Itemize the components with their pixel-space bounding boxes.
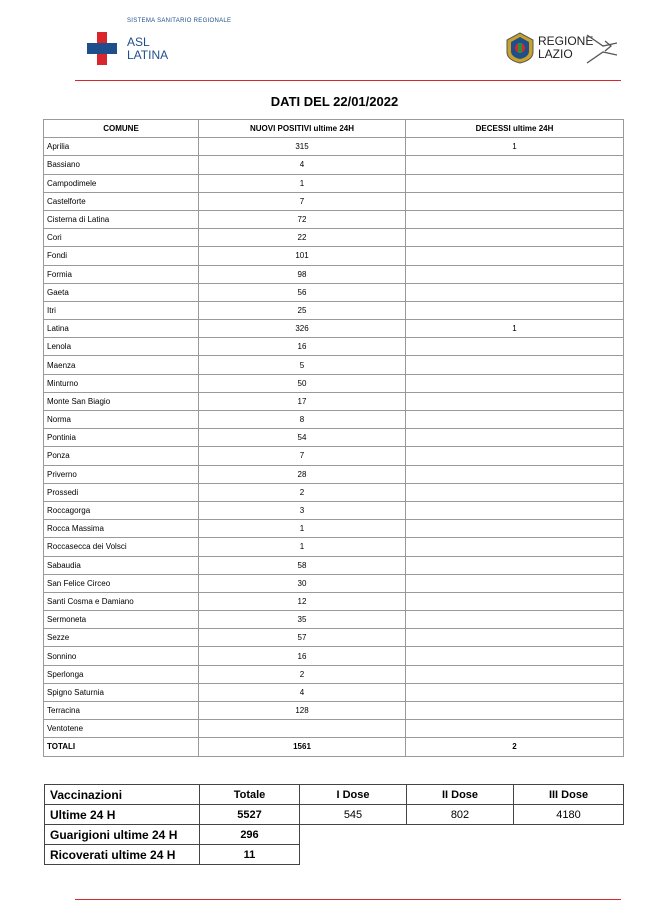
positivi-cell: 2 [199, 665, 406, 683]
table-header-row [44, 120, 624, 138]
positivi-cell: 16 [199, 647, 406, 665]
positivi-cell: 3 [199, 501, 406, 519]
decessi-cell: 1 [406, 320, 624, 338]
table-row [44, 483, 624, 501]
positivi-cell: 5 [199, 356, 406, 374]
table-row [44, 447, 624, 465]
decessi-cell [406, 520, 624, 538]
positivi-cell: 56 [199, 283, 406, 301]
totals-positivi: 1561 [199, 738, 406, 756]
table-row [44, 520, 624, 538]
comune-cell: Maenza [44, 356, 199, 374]
positivi-cell: 1 [199, 174, 406, 192]
table-row [44, 174, 624, 192]
table-row [44, 338, 624, 356]
totals-label: TOTALI [44, 738, 199, 756]
decessi-cell [406, 683, 624, 701]
comune-cell: Sezze [44, 629, 199, 647]
decessi-cell [406, 720, 624, 738]
page-title: DATI DEL 22/01/2022 [270, 94, 399, 109]
vax-header-dose3: III Dose [514, 785, 624, 805]
table-row [44, 429, 624, 447]
comune-cell: Sperlonga [44, 665, 199, 683]
decessi-cell [406, 301, 624, 319]
positives-table [43, 119, 624, 757]
vax-values-row [45, 805, 624, 825]
decessi-cell [406, 247, 624, 265]
totals-decessi: 2 [406, 738, 624, 756]
decessi-cell [406, 210, 624, 228]
comune-cell: Spigno Saturnia [44, 683, 199, 701]
comune-cell: Pontinia [44, 429, 199, 447]
decessi-cell [406, 483, 624, 501]
decessi-cell [406, 429, 624, 447]
comune-cell: Formia [44, 265, 199, 283]
table-row [44, 283, 624, 301]
positivi-cell: 22 [199, 229, 406, 247]
comune-cell: Sabaudia [44, 556, 199, 574]
comune-cell: Roccagorga [44, 501, 199, 519]
table-row [44, 301, 624, 319]
comune-cell: Latina [44, 320, 199, 338]
table-row [44, 411, 624, 429]
asl-line2: LATINA [127, 48, 169, 62]
positivi-cell: 54 [199, 429, 406, 447]
comune-cell: Sonnino [44, 647, 199, 665]
decessi-cell [406, 538, 624, 556]
comune-cell: Prossedi [44, 483, 199, 501]
comune-cell: Roccasecca dei Volsci [44, 538, 199, 556]
decessi-cell [406, 229, 624, 247]
table-row [44, 192, 624, 210]
col-header-decessi: DECESSI ultime 24H [406, 120, 624, 138]
table-body [44, 138, 624, 738]
decessi-cell [406, 501, 624, 519]
table-row [44, 265, 624, 283]
comune-cell: Ventotene [44, 720, 199, 738]
col-header-comune: COMUNE [44, 120, 199, 138]
decessi-cell [406, 574, 624, 592]
table-row [44, 374, 624, 392]
positivi-cell [199, 720, 406, 738]
positivi-cell: 25 [199, 301, 406, 319]
comune-cell: Bassiano [44, 156, 199, 174]
lazio-emblem-icon [505, 32, 535, 64]
vaccination-table [44, 784, 624, 865]
footer-divider [75, 899, 621, 900]
positivi-cell: 57 [199, 629, 406, 647]
comune-cell: Lenola [44, 338, 199, 356]
vax-header-row [45, 785, 624, 805]
blank-cell [300, 825, 624, 845]
table-row [44, 538, 624, 556]
page-header [0, 0, 669, 82]
comune-cell: San Felice Circeo [44, 574, 199, 592]
table-row [44, 720, 624, 738]
table-row [44, 247, 624, 265]
decessi-cell [406, 647, 624, 665]
decessi-cell [406, 556, 624, 574]
decessi-cell [406, 192, 624, 210]
table-row [44, 702, 624, 720]
positivi-cell: 8 [199, 411, 406, 429]
table-row [44, 356, 624, 374]
positivi-cell: 7 [199, 447, 406, 465]
vax-header-totale: Totale [200, 785, 300, 805]
region-line2: LAZIO [538, 47, 573, 61]
vax-header-dose2: II Dose [407, 785, 514, 805]
vax-label: Vaccinazioni [45, 785, 200, 805]
table-row [44, 210, 624, 228]
decessi-cell [406, 374, 624, 392]
positivi-cell: 1 [199, 538, 406, 556]
region-line1: REGIONE [538, 34, 594, 48]
table-row [44, 138, 624, 156]
totals-row [44, 738, 624, 756]
comune-cell: Ponza [44, 447, 199, 465]
table-row [44, 156, 624, 174]
decessi-cell [406, 338, 624, 356]
positivi-cell: 128 [199, 702, 406, 720]
table-row [44, 556, 624, 574]
table-row [44, 665, 624, 683]
comune-cell: Castelforte [44, 192, 199, 210]
table-row [44, 501, 624, 519]
comune-cell: Aprilia [44, 138, 199, 156]
positivi-cell: 12 [199, 592, 406, 610]
asl-cross-icon [87, 32, 117, 65]
positivi-cell: 72 [199, 210, 406, 228]
vax-header-dose1: I Dose [300, 785, 407, 805]
comune-cell: Rocca Massima [44, 520, 199, 538]
decessi-cell [406, 465, 624, 483]
decessi-cell [406, 174, 624, 192]
hospitalized-label: Ricoverati ultime 24 H [45, 845, 200, 865]
positivi-cell: 326 [199, 320, 406, 338]
table-row [44, 683, 624, 701]
positivi-cell: 16 [199, 338, 406, 356]
asl-line1: ASL [127, 35, 150, 49]
comune-cell: Norma [44, 411, 199, 429]
positivi-cell: 2 [199, 483, 406, 501]
hospitalized-row [45, 845, 624, 865]
decessi-cell [406, 392, 624, 410]
blank-cell [300, 845, 624, 865]
region-arrows-icon [585, 33, 617, 65]
positivi-cell: 315 [199, 138, 406, 156]
vax-value-totale: 5527 [200, 805, 300, 825]
decessi-cell [406, 283, 624, 301]
decessi-cell [406, 611, 624, 629]
table-row [44, 574, 624, 592]
comune-cell: Itri [44, 301, 199, 319]
comune-cell: Cisterna di Latina [44, 210, 199, 228]
comune-cell: Sermoneta [44, 611, 199, 629]
positivi-cell: 4 [199, 156, 406, 174]
positivi-cell: 30 [199, 574, 406, 592]
decessi-cell: 1 [406, 138, 624, 156]
header-divider [75, 80, 621, 81]
decessi-cell [406, 356, 624, 374]
vax-value-dose3: 4180 [514, 805, 624, 825]
col-header-positivi: NUOVI POSITIVI ultime 24H [199, 120, 406, 138]
positivi-cell: 17 [199, 392, 406, 410]
recoveries-value: 296 [200, 825, 300, 845]
positivi-cell: 50 [199, 374, 406, 392]
recoveries-row [45, 825, 624, 845]
comune-cell: Terracina [44, 702, 199, 720]
hospitalized-value: 11 [200, 845, 300, 865]
positivi-cell: 1 [199, 520, 406, 538]
comune-cell: Minturno [44, 374, 199, 392]
decessi-cell [406, 592, 624, 610]
table-row [44, 592, 624, 610]
decessi-cell [406, 702, 624, 720]
vax-value-dose2: 802 [407, 805, 514, 825]
table-row [44, 647, 624, 665]
table-row [44, 465, 624, 483]
positivi-cell: 7 [199, 192, 406, 210]
table-row [44, 392, 624, 410]
positivi-cell: 4 [199, 683, 406, 701]
asl-tagline: SISTEMA SANITARIO REGIONALE [127, 18, 232, 24]
decessi-cell [406, 156, 624, 174]
positivi-cell: 98 [199, 265, 406, 283]
table-row [44, 629, 624, 647]
decessi-cell [406, 447, 624, 465]
table-row [44, 611, 624, 629]
comune-cell: Cori [44, 229, 199, 247]
comune-cell: Gaeta [44, 283, 199, 301]
positivi-cell: 58 [199, 556, 406, 574]
table-row [44, 229, 624, 247]
comune-cell: Fondi [44, 247, 199, 265]
positivi-cell: 35 [199, 611, 406, 629]
decessi-cell [406, 629, 624, 647]
decessi-cell [406, 265, 624, 283]
asl-logo-text [127, 36, 168, 62]
comune-cell: Priverno [44, 465, 199, 483]
decessi-cell [406, 665, 624, 683]
positivi-cell: 28 [199, 465, 406, 483]
table-row [44, 320, 624, 338]
vax-period-label: Ultime 24 H [45, 805, 200, 825]
comune-cell: Monte San Biagio [44, 392, 199, 410]
decessi-cell [406, 411, 624, 429]
positivi-cell: 101 [199, 247, 406, 265]
recoveries-label: Guarigioni ultime 24 H [45, 825, 200, 845]
vax-value-dose1: 545 [300, 805, 407, 825]
comune-cell: Campodimele [44, 174, 199, 192]
comune-cell: Santi Cosma e Damiano [44, 592, 199, 610]
